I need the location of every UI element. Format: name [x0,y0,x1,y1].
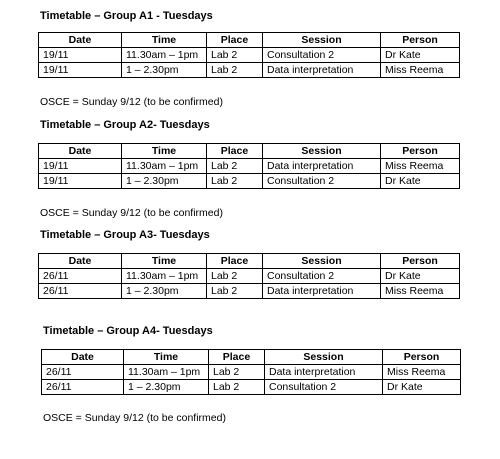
cell-date: 19/11 [39,159,122,174]
cell-person: Dr Kate [381,269,460,284]
cell-place: Lab 2 [207,48,263,63]
cell-date: 26/11 [39,284,122,299]
table-row [42,365,461,380]
table-row [39,269,460,284]
header-session: Session [263,144,381,159]
table-row [39,284,460,299]
cell-session: Data interpretation [263,63,381,78]
cell-session: Data interpretation [263,159,381,174]
group-a3-title: Timetable – Group A3- Tuesdays [40,229,210,241]
header-row [39,254,460,269]
header-place: Place [207,254,263,269]
cell-time: 1 – 2.30pm [122,63,207,78]
header-row [42,350,461,365]
cell-person: Miss Reema [381,284,460,299]
cell-person: Miss Reema [381,63,460,78]
header-session: Session [263,33,381,48]
cell-time: 11.30am – 1pm [122,269,207,284]
cell-person: Miss Reema [381,159,460,174]
header-place: Place [209,350,265,365]
cell-time: 1 – 2.30pm [124,380,209,395]
cell-time: 1 – 2.30pm [122,174,207,189]
table-row [39,159,460,174]
group-a1-osce-note: OSCE = Sunday 9/12 (to be confirmed) [40,96,223,108]
cell-session: Data interpretation [265,365,383,380]
group-a4-title: Timetable – Group A4- Tuesdays [43,325,213,337]
cell-person: Dr Kate [381,48,460,63]
cell-place: Lab 2 [209,365,265,380]
cell-time: 11.30am – 1pm [122,48,207,63]
header-date: Date [42,350,124,365]
cell-date: 19/11 [39,63,122,78]
header-place: Place [207,33,263,48]
header-time: Time [122,33,207,48]
group-a4-table [41,349,461,395]
cell-session: Data interpretation [263,284,381,299]
group-a1-title: Timetable – Group A1 - Tuesdays [40,10,213,22]
header-date: Date [39,33,122,48]
header-session: Session [265,350,383,365]
cell-person: Miss Reema [383,365,461,380]
cell-date: 26/11 [42,380,124,395]
group-a2-table [38,143,460,189]
cell-place: Lab 2 [207,284,263,299]
group-a1-table [38,32,460,78]
group-a2-osce-note: OSCE = Sunday 9/12 (to be confirmed) [40,207,223,219]
header-person: Person [381,33,460,48]
cell-time: 1 – 2.30pm [122,284,207,299]
header-person: Person [381,144,460,159]
cell-place: Lab 2 [207,174,263,189]
cell-time: 11.30am – 1pm [122,159,207,174]
header-date: Date [39,144,122,159]
cell-person: Dr Kate [383,380,461,395]
cell-place: Lab 2 [207,63,263,78]
header-date: Date [39,254,122,269]
cell-date: 26/11 [42,365,124,380]
cell-session: Consultation 2 [265,380,383,395]
header-row [39,144,460,159]
cell-session: Consultation 2 [263,174,381,189]
header-person: Person [383,350,461,365]
cell-date: 19/11 [39,174,122,189]
table-row [39,174,460,189]
cell-time: 11.30am – 1pm [124,365,209,380]
cell-place: Lab 2 [207,269,263,284]
table-row [39,63,460,78]
header-time: Time [122,254,207,269]
cell-place: Lab 2 [207,159,263,174]
cell-session: Consultation 2 [263,269,381,284]
table-row [39,48,460,63]
header-person: Person [381,254,460,269]
group-a3-table [38,253,460,299]
cell-place: Lab 2 [209,380,265,395]
header-place: Place [207,144,263,159]
header-row [39,33,460,48]
group-a2-title: Timetable – Group A2- Tuesdays [40,119,210,131]
cell-date: 19/11 [39,48,122,63]
header-time: Time [124,350,209,365]
header-time: Time [122,144,207,159]
cell-date: 26/11 [39,269,122,284]
group-a4-osce-note: OSCE = Sunday 9/12 (to be confirmed) [43,412,226,424]
cell-person: Dr Kate [381,174,460,189]
header-session: Session [263,254,381,269]
cell-session: Consultation 2 [263,48,381,63]
table-row [42,380,461,395]
